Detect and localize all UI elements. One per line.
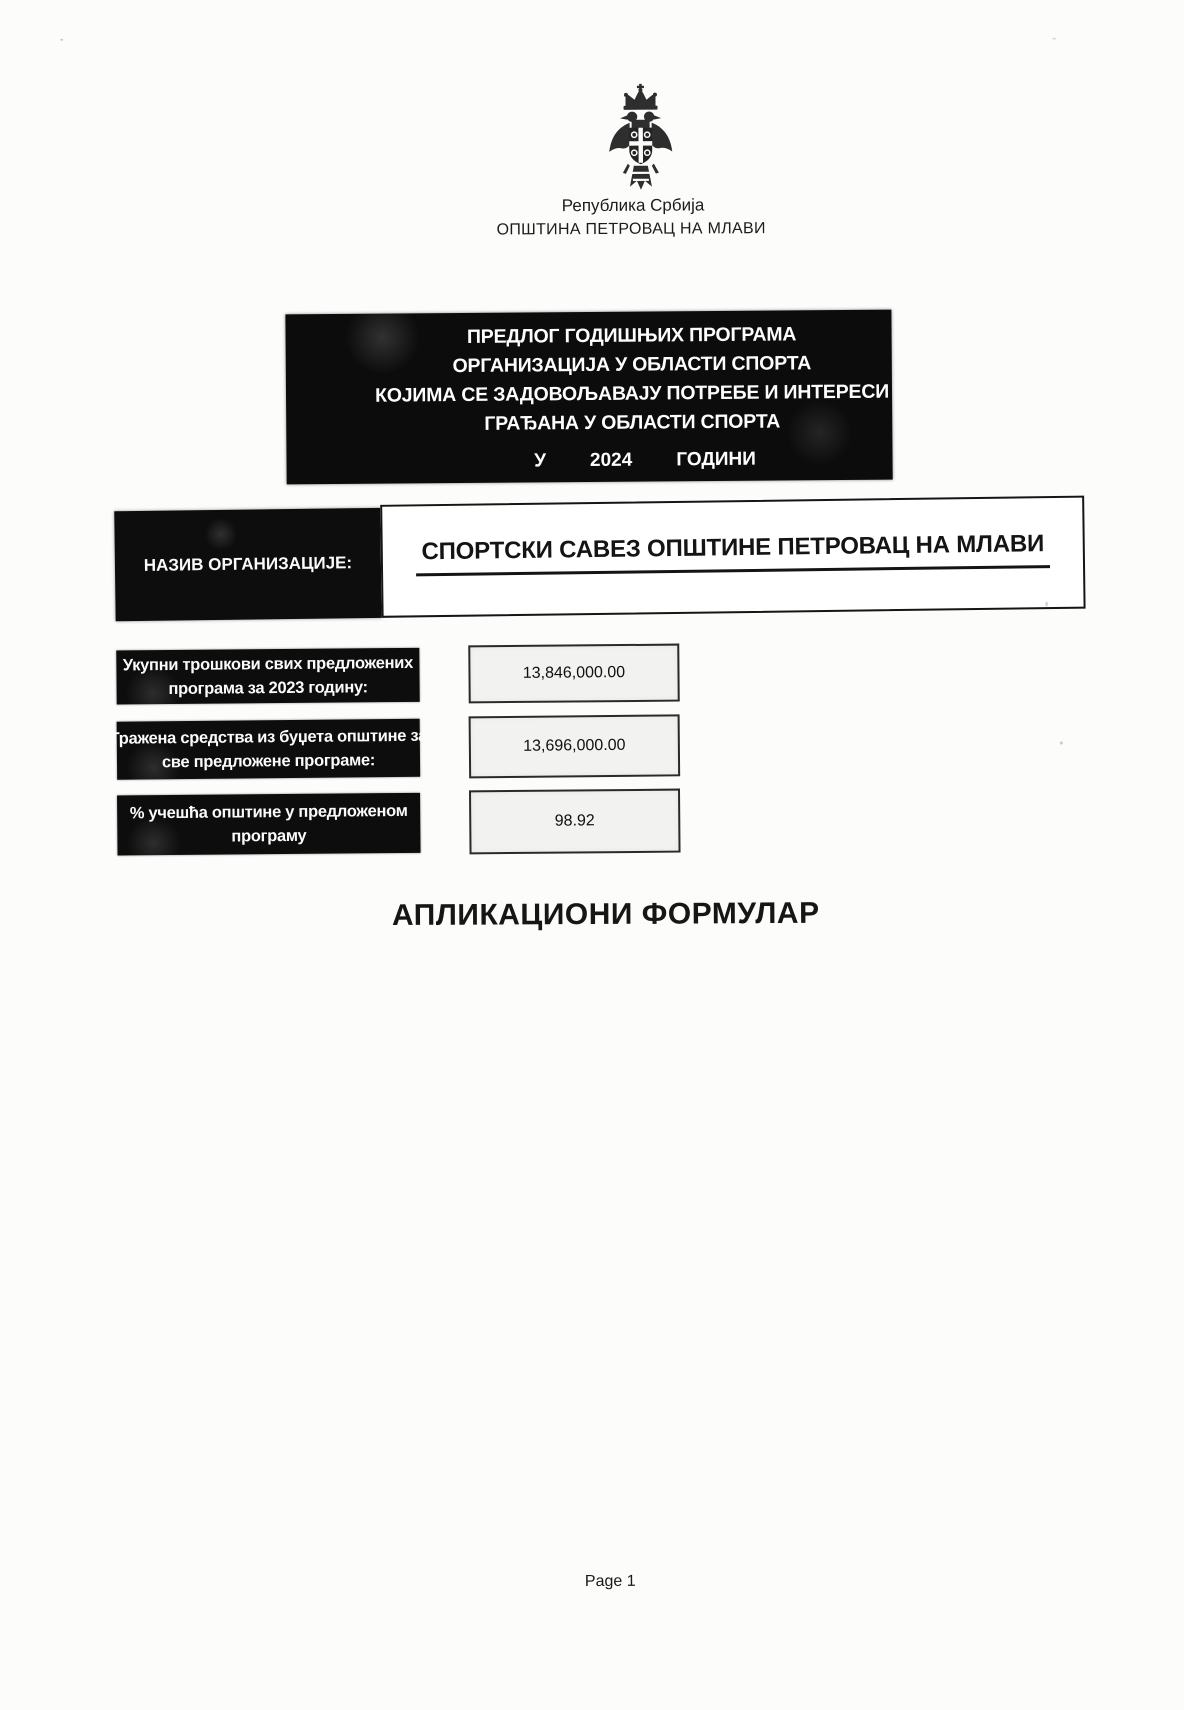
organization-label-cell <box>114 508 381 621</box>
total-costs-label <box>116 648 419 705</box>
summary-row-total-costs <box>116 644 679 707</box>
organization-name: СПОРТСКИ САВЕЗ ОПШТИНЕ ПЕТРОВАЦ НА МЛАВИ <box>415 530 1050 576</box>
title-line-1: ПРЕДЛОГ ГОДИШЊИХ ПРОГРАМА <box>466 323 797 348</box>
scan-speck <box>1045 602 1048 607</box>
total-costs-value: 13,846,000.00 <box>468 644 679 704</box>
year-prefix: У <box>534 450 547 472</box>
title-line-2: ОРГАНИЗАЦИЈА У ОБЛАСТИ СПОРТА <box>452 352 812 378</box>
scan-speck <box>1052 38 1056 40</box>
scan-speck <box>60 39 63 41</box>
municipality-share-label <box>117 793 421 856</box>
requested-funds-value: 13,696,000.00 <box>469 714 681 778</box>
organization-row <box>114 496 1085 622</box>
summary-row-requested-funds <box>109 714 681 781</box>
year-value: 2024 <box>589 449 633 472</box>
year-line <box>286 448 892 475</box>
republic-title: Република Србија <box>561 195 705 216</box>
application-form-heading: АПЛИКАЦИОНИ ФОРМУЛАР <box>391 896 820 933</box>
scan-speck <box>1060 742 1063 745</box>
total-costs-label-line1: Укупни трошкови свих предложених <box>122 653 414 675</box>
page-number: Page 1 <box>584 1572 636 1591</box>
total-costs-label-line2: програма за 2023 годину: <box>168 678 368 699</box>
municipality-share-value: 98.92 <box>469 789 681 855</box>
title-line-3: КОЈИМА СЕ ЗАДОВОЉАВАЈУ ПОТРЕБЕ И ИНТЕРЕСИ <box>374 380 890 407</box>
title-line-4: ГРАЂАНА У ОБЛАСТИ СПОРТА <box>484 410 781 435</box>
municipality-title: ОПШТИНА ПЕТРОВАЦ НА МЛАВИ <box>496 220 766 239</box>
organization-label: НАЗИВ ОРГАНИЗАЦИЈЕ: <box>143 553 353 575</box>
program-title-banner <box>285 310 892 485</box>
requested-funds-label-line1: Тражена средства из буџета општине за <box>109 726 428 748</box>
municipality-share-label-line1: % учешћа општине у предложеном <box>129 801 408 823</box>
serbian-coat-of-arms-icon <box>604 84 677 198</box>
municipality-share-label-line2: програму <box>231 826 307 846</box>
requested-funds-label-line2: све предложене програме: <box>161 751 376 772</box>
year-suffix: ГОДИНИ <box>676 448 756 471</box>
summary-row-municipality-share <box>117 789 681 858</box>
program-title-lines <box>285 310 892 441</box>
requested-funds-label <box>109 719 428 780</box>
organization-name-cell <box>380 496 1085 618</box>
